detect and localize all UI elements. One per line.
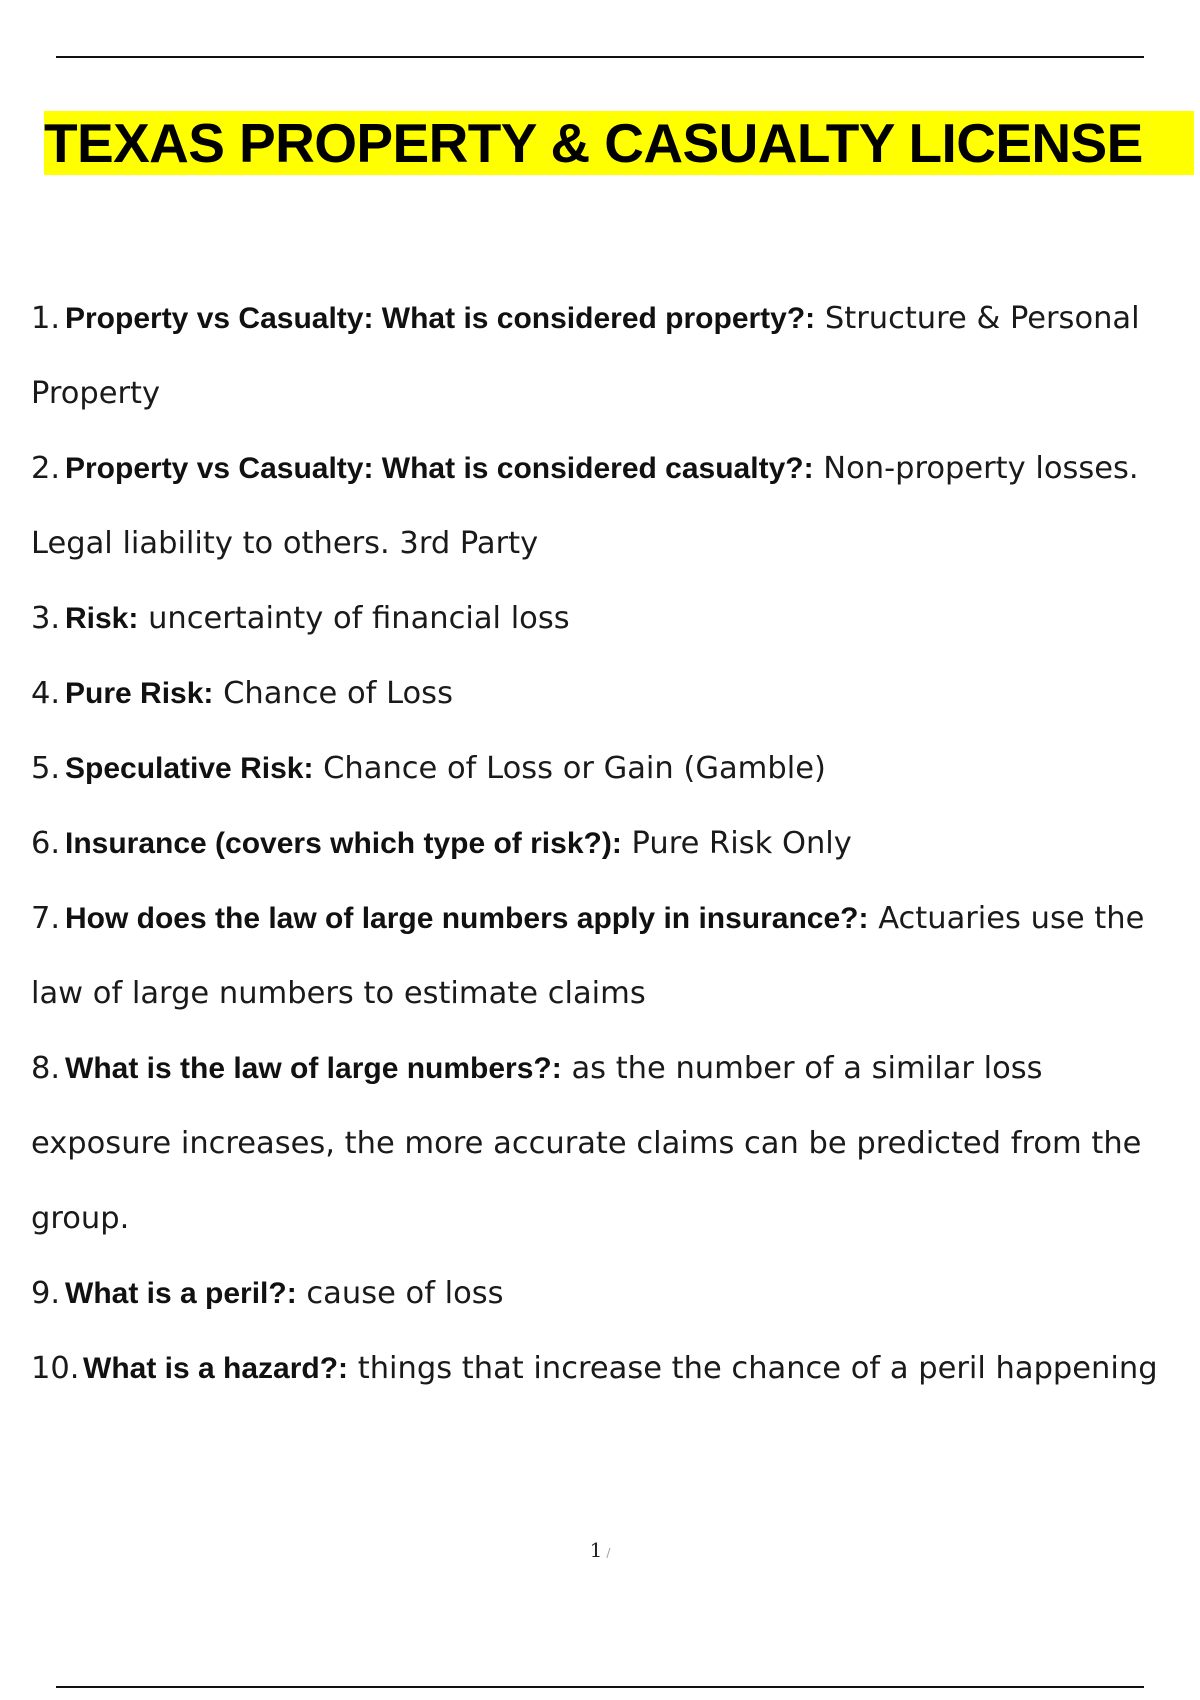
item-number: 9. — [31, 1276, 61, 1311]
item-number: 1. — [31, 301, 61, 336]
item-term: Pure Risk: — [65, 677, 214, 710]
item-number: 7. — [31, 901, 61, 936]
item-number: 4. — [31, 676, 61, 711]
list-item — [31, 806, 1166, 881]
page-title: TEXAS PROPERTY & CASUALTY LICENSE — [44, 112, 1143, 174]
list-item — [31, 731, 1166, 806]
item-definition: Structure & Personal Property — [31, 301, 1140, 411]
item-number: 5. — [31, 751, 61, 786]
list-item — [31, 1256, 1166, 1331]
question-list — [31, 281, 1166, 1406]
page-number: 1 — [589, 1538, 603, 1562]
list-item — [31, 581, 1166, 656]
top-rule — [56, 56, 1144, 58]
item-term: What is a peril?: — [65, 1277, 297, 1310]
item-number: 8. — [31, 1051, 61, 1086]
item-term: How does the law of large numbers apply in insurance?: — [65, 902, 869, 935]
item-term: Speculative Risk: — [65, 752, 314, 785]
item-number: 2. — [31, 451, 61, 486]
list-item — [31, 281, 1166, 431]
list-item — [31, 1031, 1166, 1256]
item-term: Property vs Casualty: What is considered property?: — [65, 302, 816, 335]
page-footer — [0, 1538, 1200, 1562]
item-term: Risk: — [65, 602, 139, 635]
page-separator: / — [606, 1546, 611, 1560]
bottom-rule — [56, 1686, 1144, 1688]
item-term: Insurance (covers which type of risk?): — [65, 827, 622, 860]
item-definition: things that increase the chance of a peril happening — [357, 1351, 1158, 1386]
item-number: 6. — [31, 826, 61, 861]
item-definition: Actuaries use the law of large numbers to estimate claims — [31, 901, 1145, 1011]
item-definition: cause of loss — [306, 1276, 504, 1311]
item-definition: Chance of Loss — [223, 676, 453, 711]
list-item — [31, 656, 1166, 731]
item-definition: Pure Risk Only — [631, 826, 852, 861]
item-definition: as the number of a similar loss exposure increases, the more accurate claims can be predicted from the group. — [31, 1051, 1142, 1236]
item-definition: Chance of Loss or Gain (Gamble) — [323, 751, 826, 786]
list-item — [31, 431, 1166, 581]
item-number: 3. — [31, 601, 61, 636]
list-item — [31, 881, 1166, 1031]
item-definition: Non-property losses. Legal liability to others. 3rd Party — [31, 451, 1139, 561]
list-item — [31, 1331, 1166, 1406]
item-term: Property vs Casualty: What is considered casualty?: — [65, 452, 814, 485]
item-term: What is a hazard?: — [83, 1352, 349, 1385]
item-definition: uncertainty of financial loss — [148, 601, 570, 636]
item-term: What is the law of large numbers?: — [65, 1052, 562, 1085]
item-number: 10. — [31, 1351, 80, 1386]
